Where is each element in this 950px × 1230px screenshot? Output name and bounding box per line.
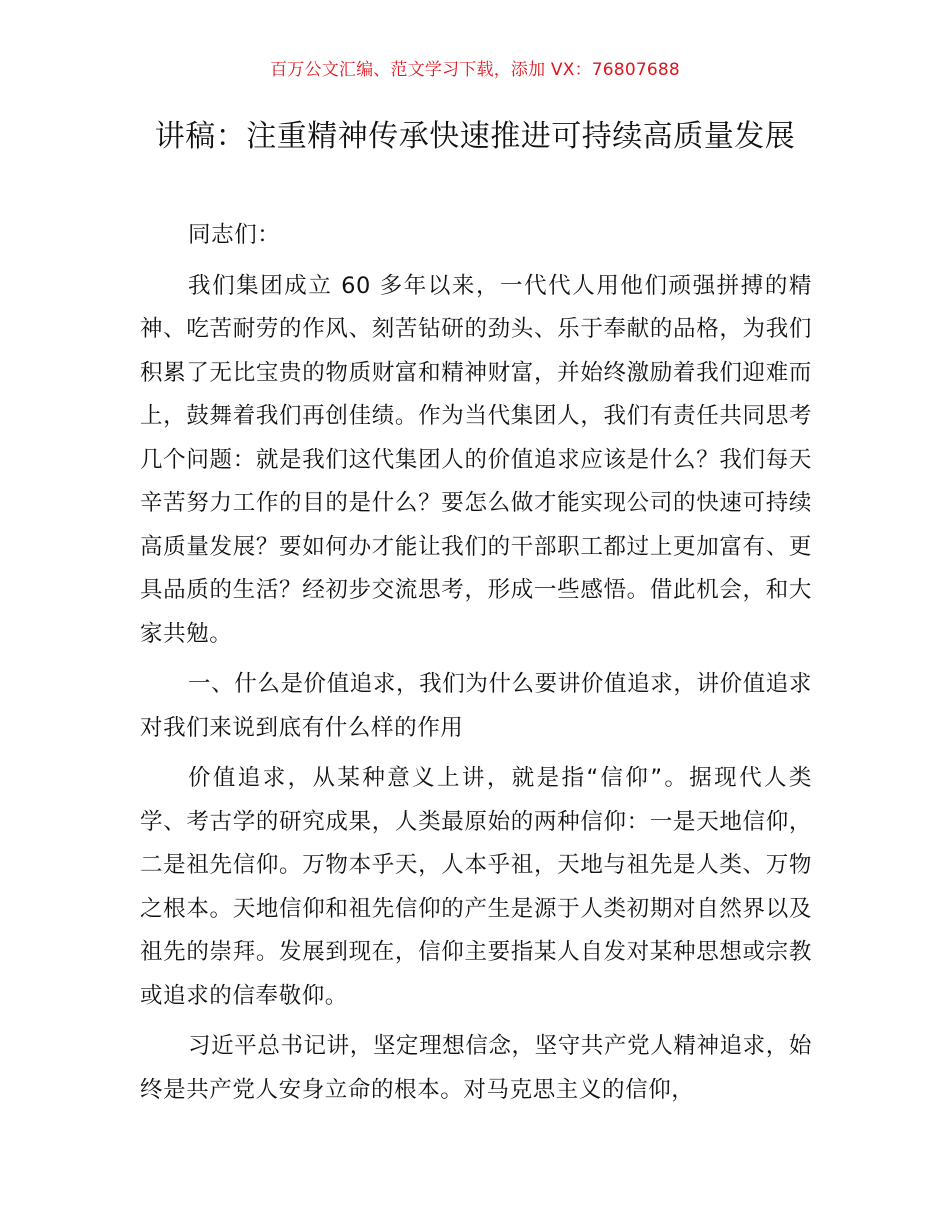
salutation: 同志们： [188, 222, 281, 248]
paragraph-value-pursuit: 价值追求，从某种意义上讲，就是指“信仰”。据现代人类学、考古学的研究成果，人类最原始的两种信仰：一是天地信仰，二是祖先信仰。万物本乎天，人本乎祖，天地与祖先是人类、万物之根本。天地信仰和祖先信仰的产生是源于人类初期对自然界以及祖先的崇拜。发展到现在，信仰主要指某人自发对某种思想或宗教或追求的信奉敬仰。 [140, 765, 812, 1009]
paragraph-xi-quote: 习近平总书记讲，坚定理想信念，坚守共产党人精神追求，始终是共产党人安身立命的根本。对马克思主义的信仰， [140, 1033, 812, 1103]
section-heading-1: 一、什么是价值追求，我们为什么要讲价值追求，讲价值追求对我们来说到底有什么样的作用 [140, 671, 812, 741]
paragraph-intro: 我们集团成立 60 多年以来，一代代人用他们顽强拼搏的精神、吃苦耐劳的作风、刻苦钻研的劲头、乐于奉献的品格，为我们积累了无比宝贵的物质财富和精神财富，并始终激励着我们迎难而上，鼓舞着我们再创佳绩。作为当代集团人，我们有责任共同思考几个问题：就是我们这代集团人的价值追求应该是什么？我们每天辛苦努力工作的目的是什么？要怎么做才能实现公司的快速可持续高质量发展？要如何办才能让我们的干部职工都过上更加富有、更具品质的生活？经初步交流思考，形成一些感悟。借此机会，和大家共勉。 [140, 272, 812, 647]
document-title: 讲稿：注重精神传承快速推进可持续高质量发展 [154, 119, 796, 154]
header-banner: 百万公文汇编、范文学习下载，添加 VX：76807688 [270, 60, 680, 80]
document-body [140, 214, 812, 1112]
